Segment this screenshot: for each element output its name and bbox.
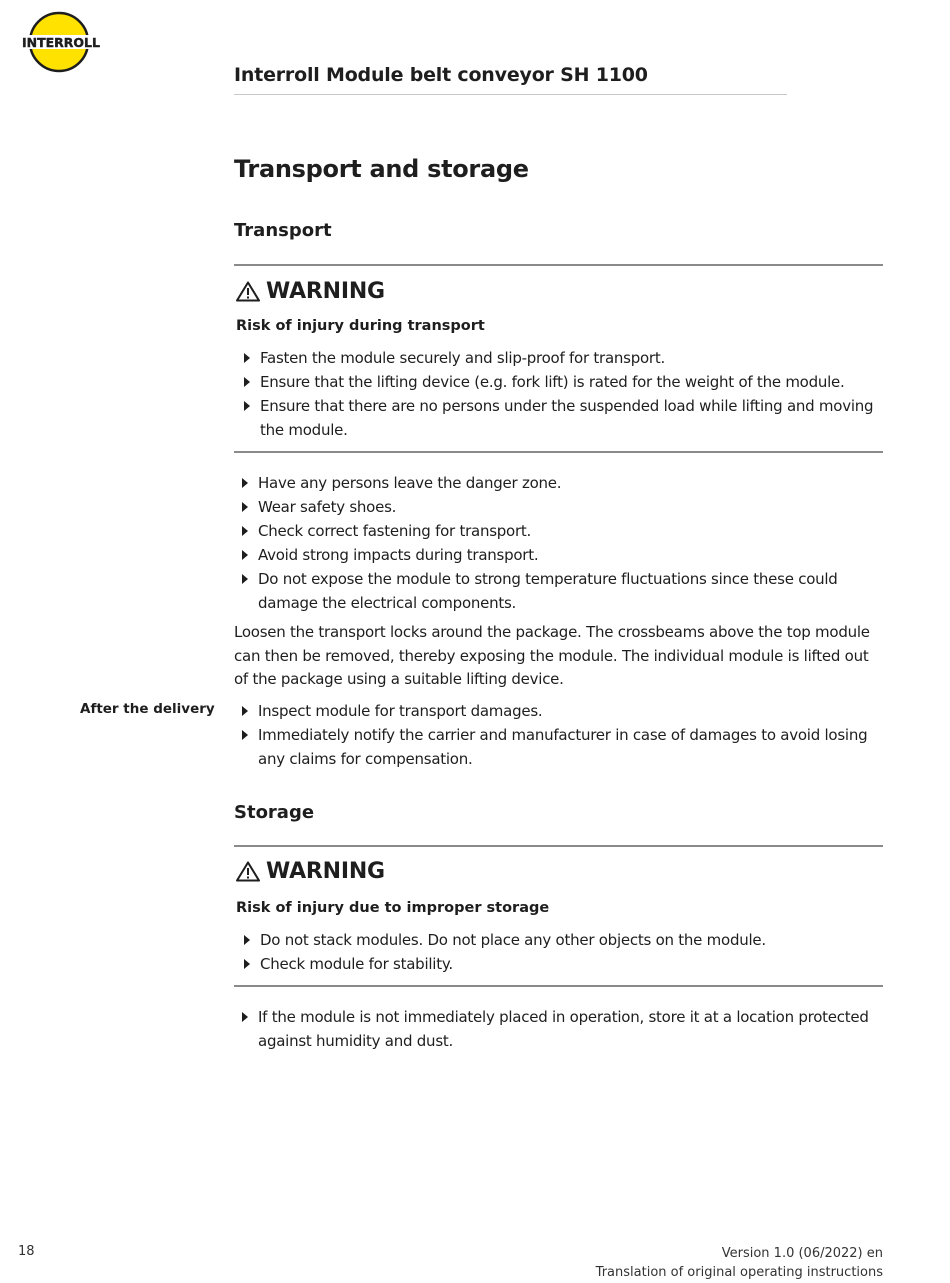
storage-warning-list xyxy=(236,928,876,976)
document-title: Interroll Module belt conveyor SH 1100 xyxy=(234,64,648,86)
warning-triangle-icon xyxy=(236,861,260,882)
bullet-arrow-icon xyxy=(242,574,248,584)
bullet-arrow-icon xyxy=(244,377,250,387)
after-delivery-label: After the delivery xyxy=(80,701,215,717)
transport-warning-title xyxy=(236,279,385,304)
storage-heading: Storage xyxy=(234,802,315,823)
storage-warning-subtitle: Risk of injury due to improper storage xyxy=(236,900,550,916)
storage-warning-title xyxy=(236,859,385,884)
bullet-arrow-icon xyxy=(244,401,250,411)
after-delivery-list xyxy=(234,699,884,771)
list-item: Ensure that there are no persons under the suspended load while lifting and moving the module. xyxy=(236,394,876,442)
list-item: Check correct fastening for transport. xyxy=(234,519,884,543)
footer-info xyxy=(596,1244,883,1282)
transport-steps-list xyxy=(234,471,884,615)
list-item: Do not stack modules. Do not place any other objects on the module. xyxy=(236,928,876,952)
transport-warning-subtitle: Risk of injury during transport xyxy=(236,318,485,334)
transport-warning-list xyxy=(236,346,876,442)
list-item: If the module is not immediately placed in operation, store it at a location protected against humidity and dust. xyxy=(234,1005,884,1053)
list-item: Avoid strong impacts during transport. xyxy=(234,543,884,567)
warning-label: WARNING xyxy=(266,859,385,884)
transport-paragraph: Loosen the transport locks around the package. The crossbeams above the top module can then be removed, thereby exposing the module. The individual module is lifted out of the package using a suitable lifting device. xyxy=(234,623,870,688)
interroll-logo xyxy=(15,11,107,73)
bullet-arrow-icon xyxy=(242,550,248,560)
warning-bottom-rule xyxy=(234,985,883,987)
bullet-arrow-icon xyxy=(244,935,250,945)
bullet-arrow-icon xyxy=(242,478,248,488)
list-item: Inspect module for transport damages. xyxy=(234,699,884,723)
bullet-arrow-icon xyxy=(242,526,248,536)
warning-label: WARNING xyxy=(266,279,385,304)
bullet-arrow-icon xyxy=(242,502,248,512)
list-item: Immediately notify the carrier and manufacturer in case of damages to avoid losing any claims for compensation. xyxy=(234,723,884,771)
list-item: Have any persons leave the danger zone. xyxy=(234,471,884,495)
bullet-arrow-icon xyxy=(242,1012,248,1022)
warning-top-rule xyxy=(234,845,883,847)
warning-triangle-icon xyxy=(236,281,260,302)
warning-top-rule xyxy=(234,264,883,266)
bullet-arrow-icon xyxy=(242,706,248,716)
warning-bottom-rule xyxy=(234,451,883,453)
bullet-arrow-icon xyxy=(244,353,250,363)
storage-steps-list xyxy=(234,1005,884,1053)
header-divider xyxy=(234,94,787,95)
bullet-arrow-icon xyxy=(244,959,250,969)
translation-note: Translation of original operating instructions xyxy=(595,1265,883,1280)
list-item: Wear safety shoes. xyxy=(234,495,884,519)
list-item: Do not expose the module to strong temperature fluctuations since these could damage the electrical components. xyxy=(234,567,884,615)
bullet-arrow-icon xyxy=(242,730,248,740)
logo-wordmark: INTERROLL xyxy=(22,35,100,50)
section-title: Transport and storage xyxy=(234,155,529,183)
transport-heading: Transport xyxy=(234,220,332,241)
list-item: Fasten the module securely and slip-proof for transport. xyxy=(236,346,876,370)
page-number: 18 xyxy=(18,1244,35,1259)
list-item: Check module for stability. xyxy=(236,952,876,976)
list-item: Ensure that the lifting device (e.g. fork lift) is rated for the weight of the module. xyxy=(236,370,876,394)
version-text: Version 1.0 (06/2022) en xyxy=(721,1246,883,1261)
